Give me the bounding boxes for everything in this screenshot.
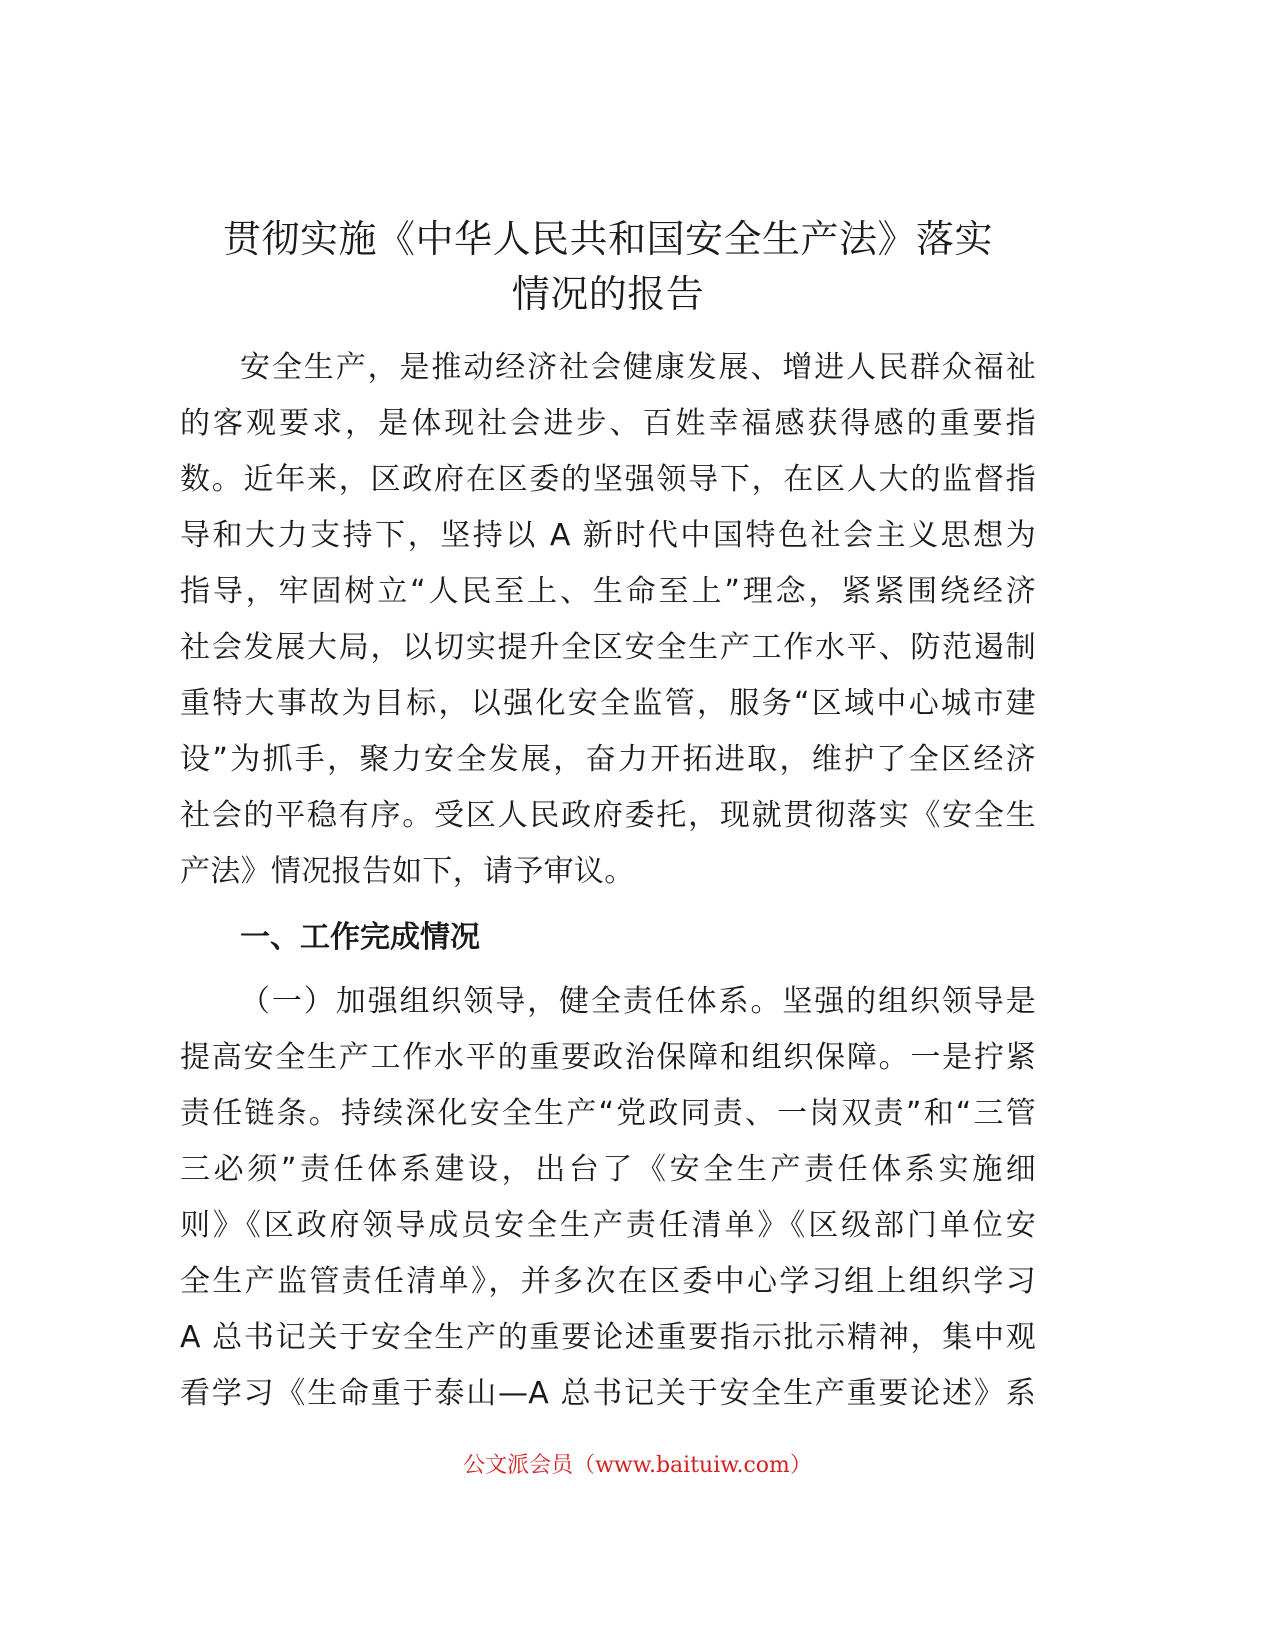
intro-line: 产法》情况报告如下，请予审议。 <box>180 854 635 889</box>
section1-line: 则》《区政府领导成员安全生产责任清单》《区级部门单位安 <box>180 1208 1036 1243</box>
section1-paragraph <box>180 974 1036 1422</box>
intro-line: 数。近年来，区政府在区委的坚强领导下，在区人大的监督指 <box>180 462 1036 497</box>
title-line-2: 情况的报告 <box>511 272 705 316</box>
footer-watermark-link[interactable]: 公文派会员（www.baituiw.com） <box>463 1453 812 1478</box>
section-heading: 一、工作完成情况 <box>240 920 480 955</box>
intro-line: 社会发展大局，以切实提升全区安全生产工作水平、防范遏制 <box>180 630 1036 665</box>
intro-paragraph <box>180 340 1036 900</box>
document-body <box>180 340 1036 1422</box>
intro-line: 安全生产，是推动经济社会健康发展、增进人民群众福祉 <box>240 350 1036 385</box>
title-line-1: 贯彻实施《中华人民共和国安全生产法》落实 <box>222 217 993 261</box>
section1-line: A 总书记关于安全生产的重要论述重要指示批示精神，集中观 <box>180 1320 1036 1355</box>
intro-line: 重特大事故为目标，以强化安全监管，服务“区域中心城市建 <box>180 686 1036 721</box>
intro-line: 社会的平稳有序。受区人民政府委托，现就贯彻落实《安全生 <box>180 798 1036 833</box>
intro-line: 的客观要求，是体现社会进步、百姓幸福感获得感的重要指 <box>180 406 1036 441</box>
section1-line: 责任链条。持续深化安全生产“党政同责、一岗双责”和“三管 <box>180 1096 1036 1131</box>
document-title <box>180 212 1036 322</box>
intro-line: 导和大力支持下，坚持以 A 新时代中国特色社会主义思想为 <box>180 518 1036 553</box>
section1-line: 三必须”责任体系建设，出台了《安全生产责任体系实施细 <box>180 1152 1036 1187</box>
section1-line: 全生产监管责任清单》，并多次在区委中心学习组上组织学习 <box>180 1264 1036 1299</box>
section1-line: 看学习《生命重于泰山—A 总书记关于安全生产重要论述》系 <box>180 1376 1036 1411</box>
intro-line: 指导，牢固树立“人民至上、生命至上”理念，紧紧围绕经济 <box>180 574 1036 609</box>
intro-line: 设”为抓手，聚力安全发展，奋力开拓进取，维护了全区经济 <box>180 742 1036 777</box>
section1-line: （一）加强组织领导，健全责任体系。坚强的组织领导是 <box>240 984 1036 1019</box>
section1-line: 提高安全生产工作水平的重要政治保障和组织保障。一是拧紧 <box>180 1040 1036 1075</box>
